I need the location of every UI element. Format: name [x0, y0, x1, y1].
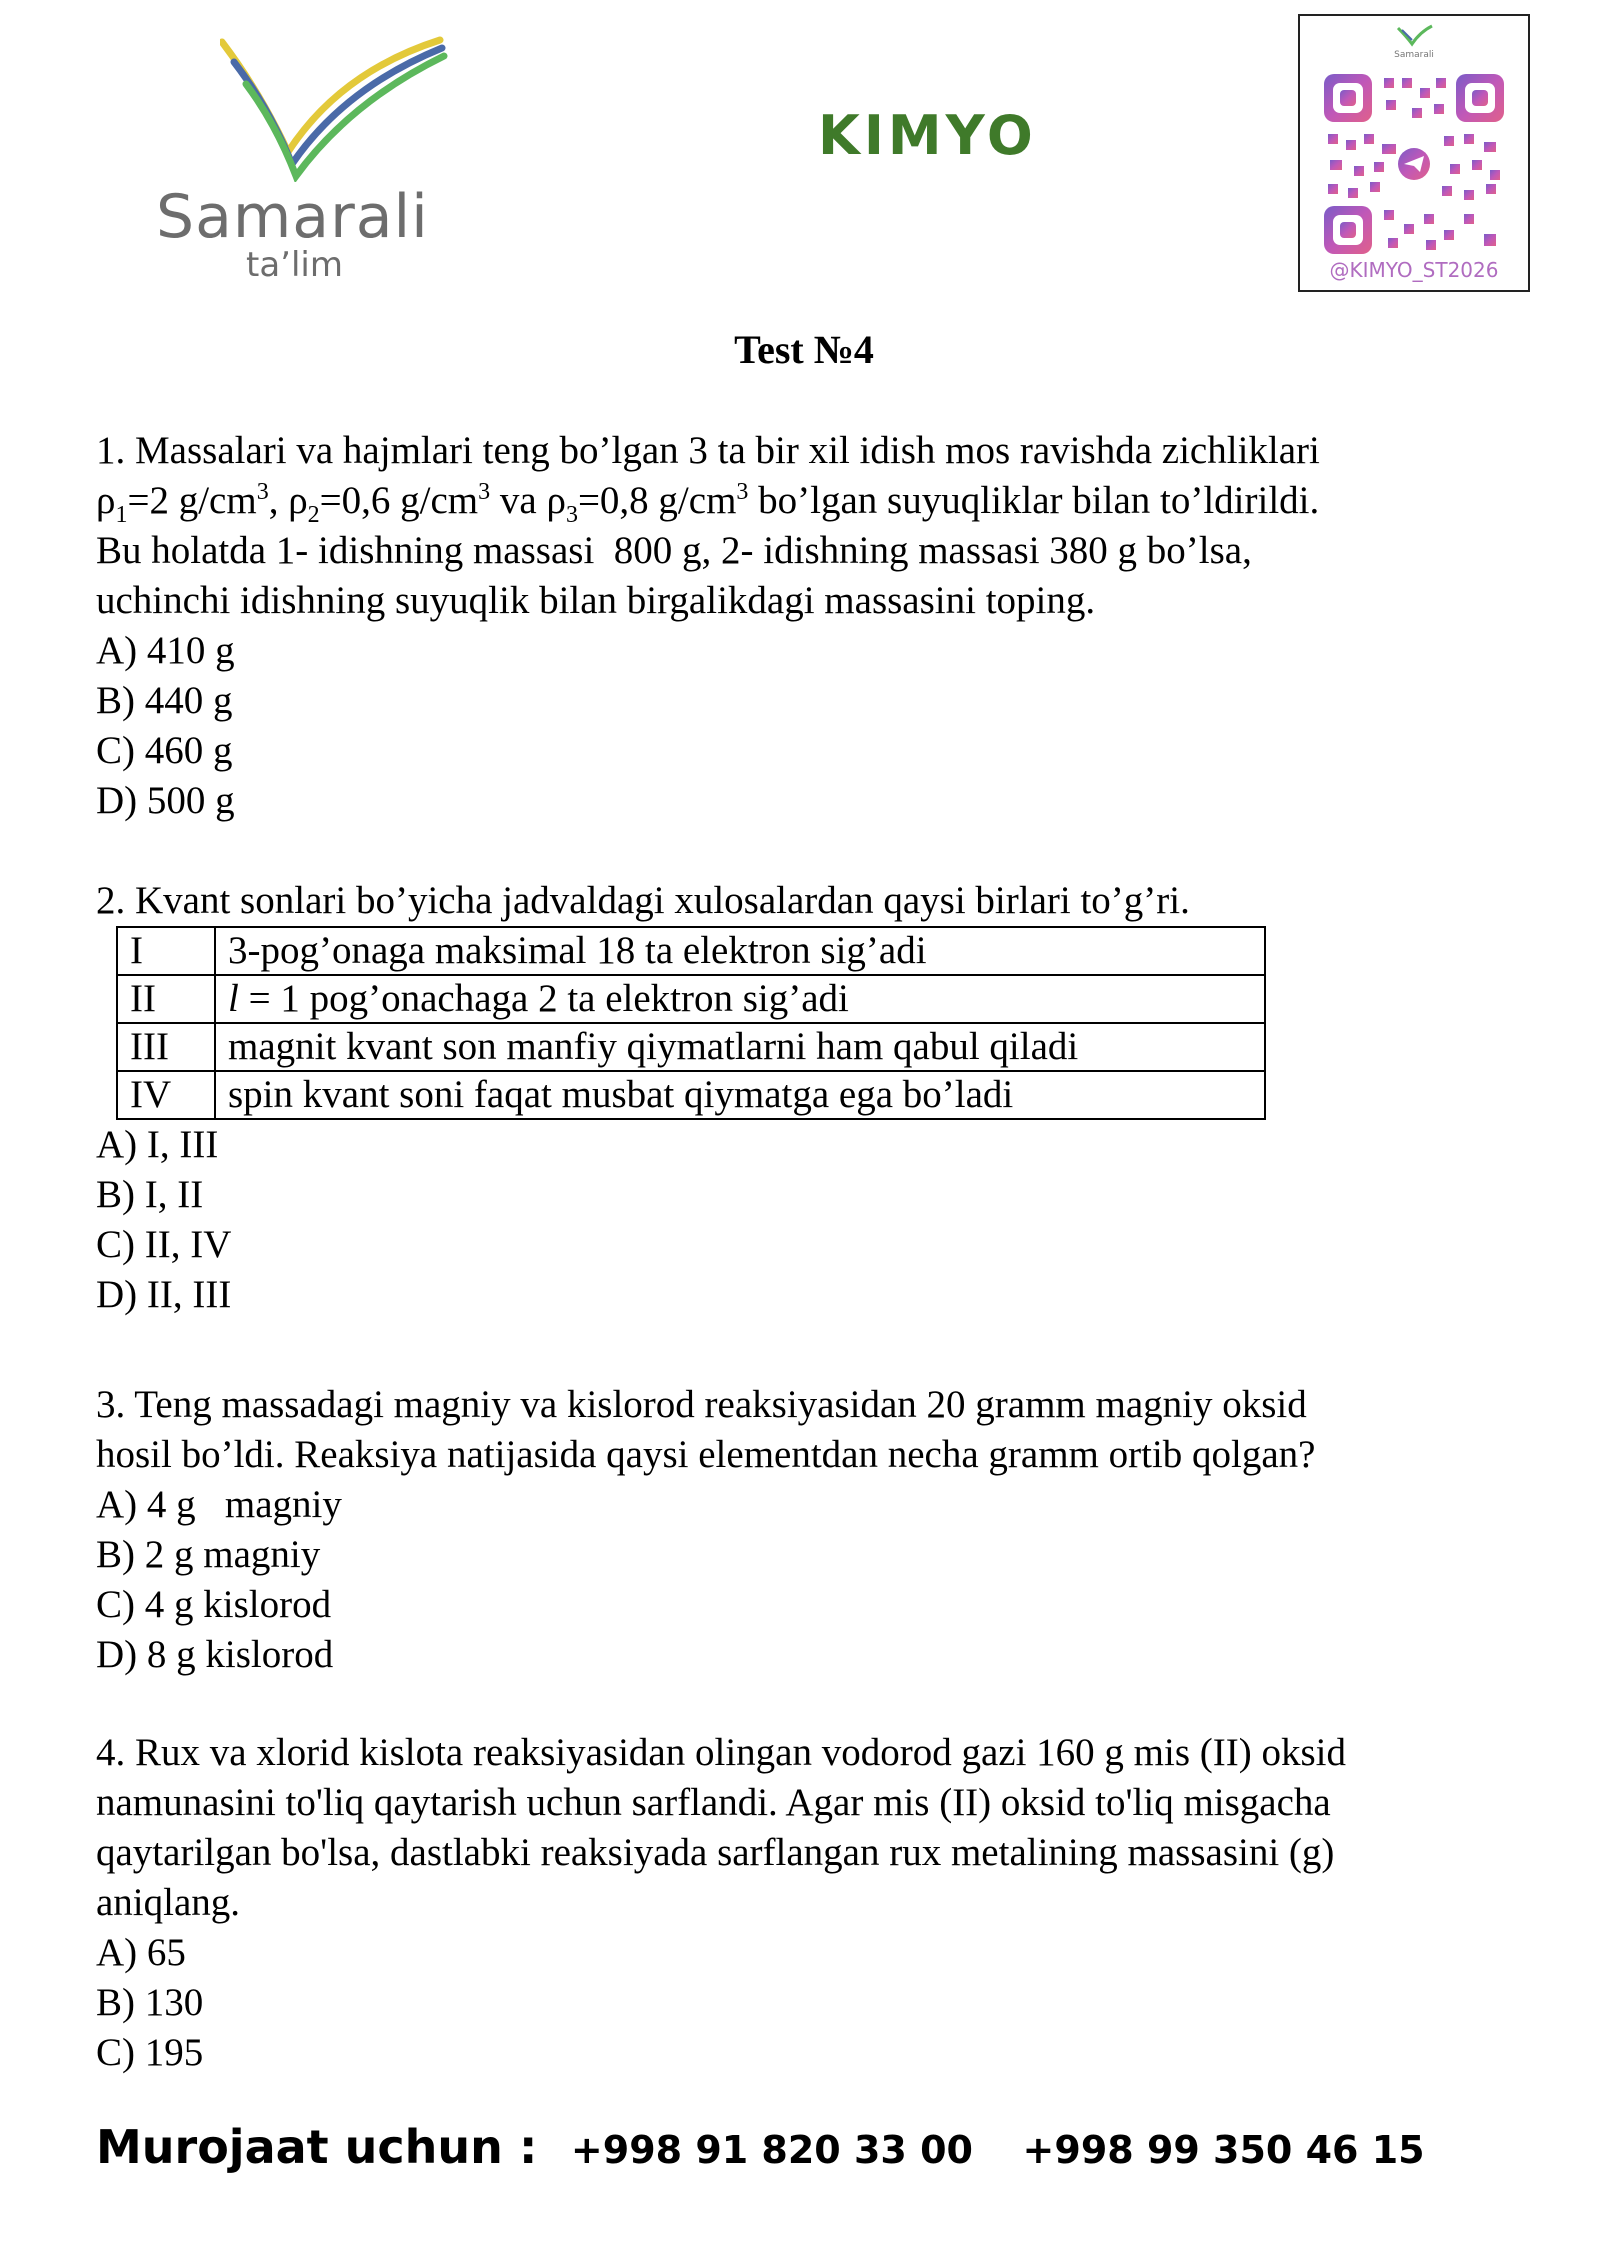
- question-4-line-2: namunasini to'liq qaytarish uchun sarflandi. Agar mis (II) oksid to'liq misgacha: [96, 1781, 1331, 1824]
- question-1-line-2: [96, 476, 1536, 526]
- rho1-symbol: ρ: [96, 479, 116, 522]
- rho2-symbol: ρ: [288, 479, 308, 522]
- orbital-quantum-symbol: l: [228, 977, 239, 1020]
- question-3-option-b[interactable]: B) 2 g magniy: [96, 1533, 321, 1576]
- table-row-number: II: [117, 975, 215, 1023]
- checkmark-logo-icon: [220, 32, 450, 182]
- table-row-number: IV: [117, 1071, 215, 1119]
- question-1-line-1: 1. Massalari va hajmlari teng bo’lgan 3 ta bir xil idish mos ravishda zichliklari: [96, 429, 1320, 472]
- rho1-subscript: 1: [115, 501, 128, 528]
- table-row-number: I: [117, 927, 215, 975]
- question-3-option-c[interactable]: C) 4 g kislorod: [96, 1583, 332, 1626]
- rho2-exponent: 3: [478, 479, 491, 505]
- question-2-option-c[interactable]: C) II, IV: [96, 1223, 232, 1266]
- qr-brand-text: Samarali: [1394, 50, 1434, 60]
- question-1-option-b[interactable]: B) 440 g: [96, 679, 233, 722]
- rho3-exponent: 3: [736, 479, 749, 505]
- question-2-option-b[interactable]: B) I, II: [96, 1173, 204, 1216]
- table-row-text: 3-pog’onaga maksimal 18 ta elektron sig’adi: [215, 927, 1265, 975]
- rho1-exponent: 3: [256, 479, 269, 505]
- question-4: [96, 1728, 1536, 2078]
- rho-separator-1: ,: [268, 479, 289, 522]
- checkmark-small-icon: [1394, 22, 1434, 48]
- question-4-line-4: aniqlang.: [96, 1881, 241, 1924]
- question-3-option-a[interactable]: A) 4 g magniy: [96, 1483, 342, 1526]
- question-3-line-1: 3. Teng massadagi magniy va kislorod reaksiyasidan 20 gramm magniy oksid: [96, 1383, 1307, 1426]
- contact-phone-1[interactable]: +998 91 820 33 00: [570, 2128, 973, 2172]
- question-1-line-4: uchinchi idishning suyuqlik bilan birgalikdagi massasini toping.: [96, 579, 1096, 622]
- table-row-text: spin kvant soni faqat musbat qiymatga ega bo’ladi: [215, 1071, 1265, 1119]
- question-1-option-a[interactable]: A) 410 g: [96, 629, 235, 672]
- rho1-value: =2 g/cm: [127, 479, 257, 522]
- rho2-subscript: 2: [307, 501, 320, 528]
- question-3: [96, 1380, 1536, 1680]
- subject-title: KIMYO: [818, 104, 1037, 167]
- question-1-line-2-tail: bo’lgan suyuqliklar bilan to’ldirildi.: [748, 479, 1320, 522]
- table-row: [117, 927, 1265, 975]
- qr-handle-text: @KIMYO_ST2026: [1329, 258, 1499, 282]
- qr-code-icon: [1324, 74, 1504, 254]
- question-2-text: 2. Kvant sonlari bo’yicha jadvaldagi xulosalardan qaysi birlari to’g’ri.: [96, 879, 1190, 922]
- question-2-option-d[interactable]: D) II, III: [96, 1273, 232, 1316]
- question-1-option-d[interactable]: D) 500 g: [96, 779, 235, 822]
- rho2-value: =0,6 g/cm: [319, 479, 479, 522]
- question-4-line-1: 4. Rux va xlorid kislota reaksiyasidan olingan vodorod gazi 160 g mis (II) oksid: [96, 1731, 1346, 1774]
- quantum-numbers-table: [116, 926, 1266, 1120]
- logo-brand-subtext: ta’lim: [246, 245, 343, 285]
- table-row: [117, 1071, 1265, 1119]
- table-row: [117, 975, 1265, 1023]
- table-row-text: [215, 975, 1265, 1023]
- contact-footer: [96, 2120, 1425, 2174]
- samarali-logo: [150, 32, 470, 292]
- qr-card: [1298, 14, 1530, 292]
- table-row-text-tail: = 1 pog’onachaga 2 ta elektron sig’adi: [238, 977, 849, 1020]
- question-4-option-c[interactable]: C) 195: [96, 2031, 204, 2074]
- question-4-line-3: qaytarilgan bo'lsa, dastlabki reaksiyada sarflangan rux metalining massasini (g): [96, 1831, 1335, 1874]
- rho3-symbol: ρ: [546, 479, 566, 522]
- question-2-option-a[interactable]: A) I, III: [96, 1123, 219, 1166]
- question-3-line-2: hosil bo’ldi. Reaksiya natijasida qaysi elementdan necha gramm ortib qolgan?: [96, 1433, 1316, 1476]
- logo-brand-text: Samarali: [156, 182, 429, 252]
- table-row-text: magnit kvant son manfiy qiymatlarni ham qabul qiladi: [215, 1023, 1265, 1071]
- table-row: [117, 1023, 1265, 1071]
- question-4-option-a[interactable]: A) 65: [96, 1931, 186, 1974]
- question-1-option-c[interactable]: C) 460 g: [96, 729, 233, 772]
- test-title: Test №4: [734, 327, 874, 372]
- question-2: [96, 876, 1536, 1320]
- table-row-number: III: [117, 1023, 215, 1071]
- contact-phone-2[interactable]: +998 99 350 46 15: [1022, 2128, 1425, 2172]
- question-1: [96, 426, 1536, 826]
- rho3-value: =0,8 g/cm: [577, 479, 737, 522]
- question-3-option-d[interactable]: D) 8 g kislorod: [96, 1633, 334, 1676]
- rho-separator-2: va: [490, 479, 547, 522]
- rho3-subscript: 3: [565, 501, 578, 528]
- question-1-line-3: Bu holatda 1- idishning massasi 800 g, 2- idishning massasi 380 g bo’lsa,: [96, 529, 1252, 572]
- question-4-option-b[interactable]: B) 130: [96, 1981, 204, 2024]
- contact-label: Murojaat uchun :: [96, 2120, 538, 2174]
